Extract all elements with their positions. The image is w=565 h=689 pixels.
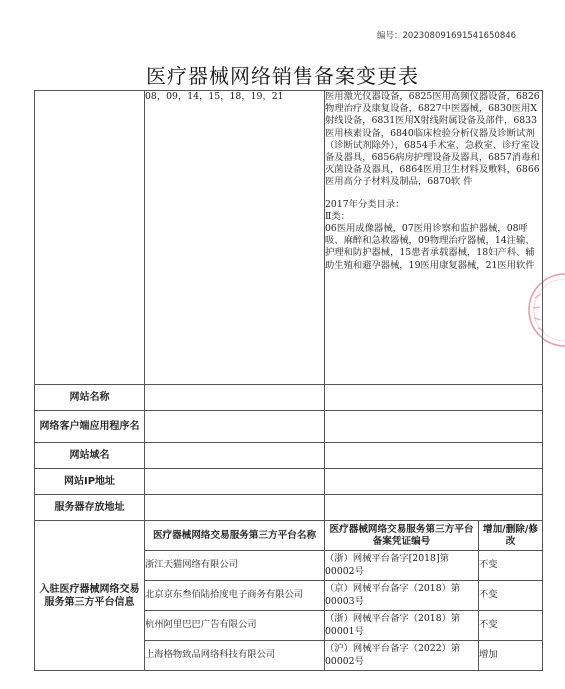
platform-record: （浙）网械平台备字（2018）第00001号	[325, 611, 479, 641]
catalog-2017-heading: 2017年分类目录：	[325, 198, 405, 210]
ip-value-2	[325, 469, 543, 495]
catalog-2017-text: 06医用成像器械，07医用诊察和监护器械，08呼吸、麻醉和急救器械，09物理治疗器械，14注输、护理和防护器械，15患者承载器械，18妇产科、辅助生殖和避孕器械，19医用康复器械，21医用软件	[325, 223, 535, 271]
platform-name: 杭州阿里巴巴广告有限公司	[145, 611, 325, 641]
change-form-table	[34, 90, 543, 671]
platform-change: 不变	[479, 551, 543, 581]
page-title: 医疗器械网络销售备案变更表	[146, 64, 419, 88]
platform-change-header: 增加/删除/修改	[479, 521, 543, 551]
server-location-value-2	[325, 495, 543, 521]
platform-record: （京）网械平台备字（2018）第00003号	[325, 581, 479, 611]
platform-change: 不变	[479, 611, 543, 641]
scope-label-cell	[35, 91, 145, 385]
scope-codes: 08，09，14，15，18，19，21	[145, 91, 284, 102]
platform-name: 北京京东叁佰陆拾度电子商务有限公司	[145, 581, 325, 611]
platform-name: 浙江天猫网络有限公司	[145, 551, 325, 581]
platform-record: （浙）网械平台备字[2018]第00002号	[325, 551, 479, 581]
scope-codes-cell	[145, 91, 325, 385]
website-name-value-2	[325, 385, 543, 411]
ip-label: 网站IP地址	[35, 469, 145, 495]
catalog-old-text: 医用激光仪器设备，6825医用高频仪器设备，6826物理治疗及康复设备，6827中医器械，6830医用X射线设备，6831医用X射线附属设备及部件，6833医用核素设备，6840临床检验分析仪器及诊断试剂（诊断试剂除外），6854手术室、急救室、诊疗室设备及器具，6856病房护理设备及器具，6857消毒和灭菌设备及器具，6864医用卫生材料及敷料，6866医用高分子材料及制品，6870软 件	[325, 91, 540, 188]
platform-record-header: 医疗器械网络交易服务第三方平台备案凭证编号	[325, 521, 479, 551]
server-location-label: 服务器存放地址	[35, 495, 145, 521]
platform-name-header: 医疗器械网络交易服务第三方平台名称	[145, 521, 325, 551]
ip-value	[145, 469, 325, 495]
platform-change: 增加	[479, 641, 543, 671]
server-location-value	[145, 495, 325, 521]
platform-change: 不变	[479, 581, 543, 611]
website-name-label: 网站名称	[35, 385, 145, 411]
app-name-value	[145, 411, 325, 443]
domain-label: 网站域名	[35, 443, 145, 469]
domain-value-2	[325, 443, 543, 469]
platform-info-label: 入驻医疗器械网络交易服务第三方平台信息	[35, 521, 145, 671]
website-name-value	[145, 385, 325, 411]
catalog-2017-class: Ⅱ类：	[325, 210, 350, 222]
document-number: 编号：202308091691541650846	[377, 31, 517, 41]
scope-catalog-cell	[325, 91, 543, 385]
app-name-label: 网络客户端应用程序名	[35, 411, 145, 443]
app-name-value-2	[325, 411, 543, 443]
platform-name: 上海格物致品网络科技有限公司	[145, 641, 325, 671]
platform-record: （沪）网械平台备字（2022）第00002号	[325, 641, 479, 671]
domain-value	[145, 443, 325, 469]
